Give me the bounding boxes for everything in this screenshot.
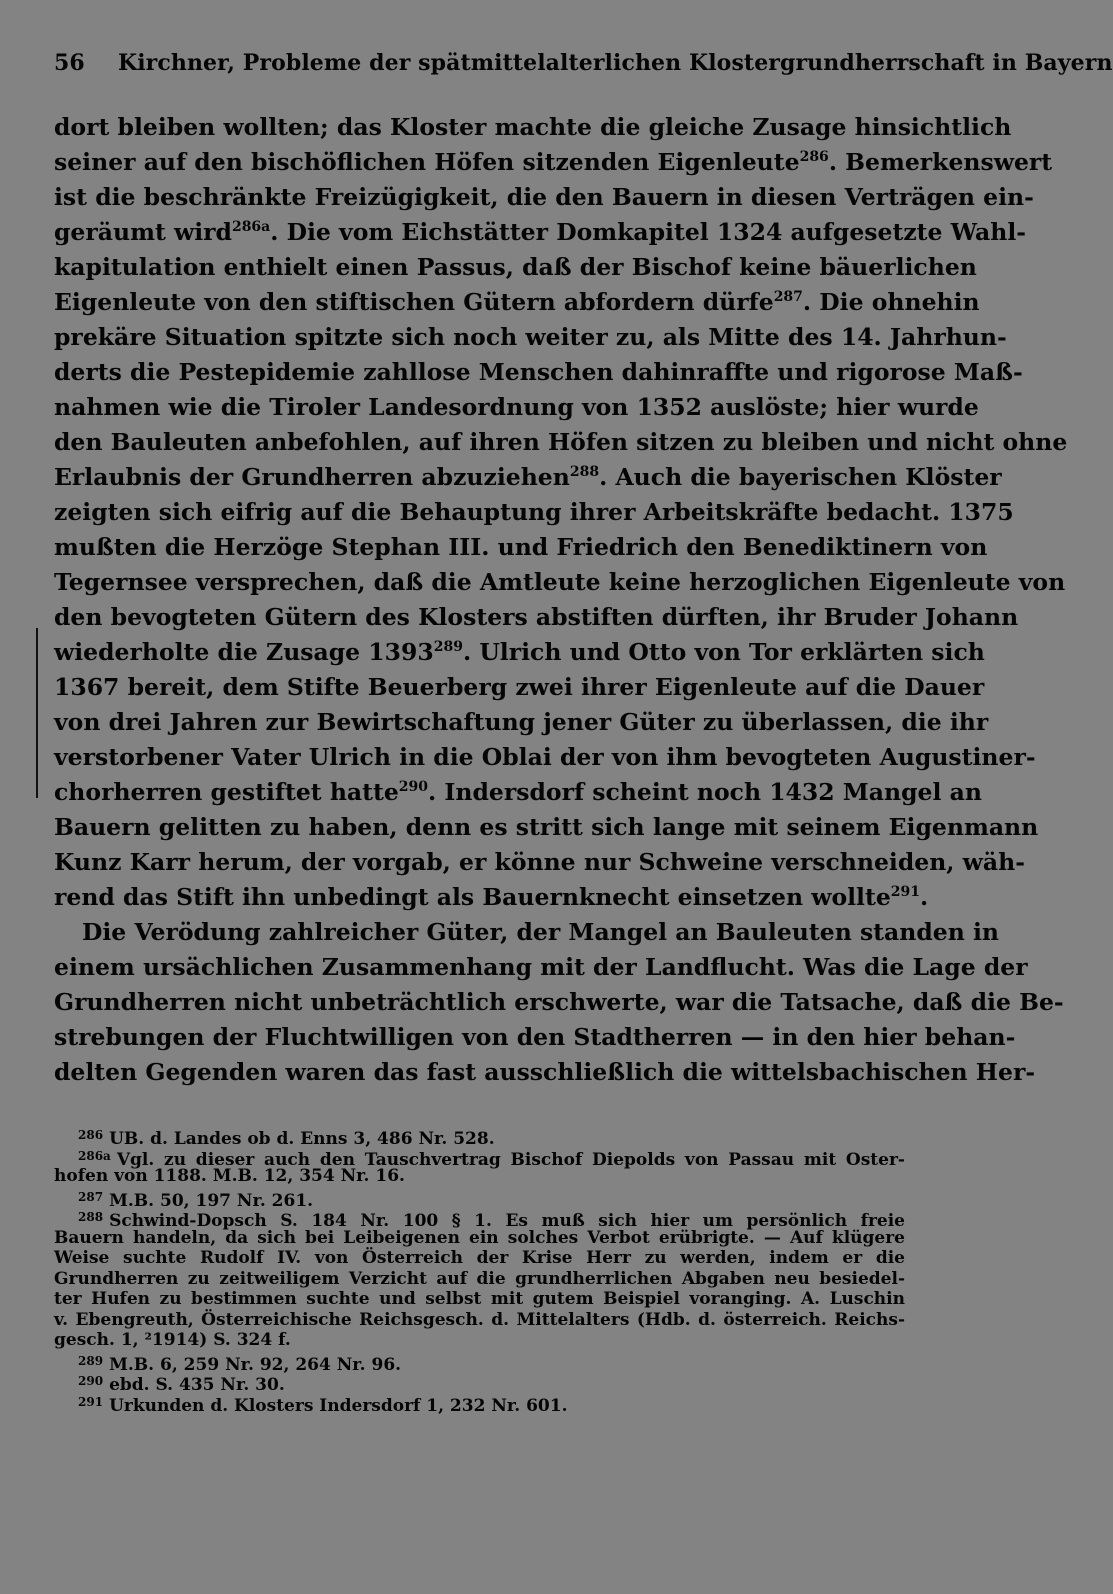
text-line [54, 495, 1014, 530]
text-line [54, 1020, 1016, 1055]
footnote-ref: 286 [799, 149, 829, 165]
text-line [54, 810, 1039, 845]
text-line [54, 705, 989, 740]
text-line-content: 1367 bereit, dem Stifte Beuerberg zwei ihrer Eigenleute auf die Dauer [54, 673, 985, 701]
footnote-text: M.B. 50, 197 Nr. 261. [109, 1190, 314, 1211]
text-line [54, 215, 1027, 250]
text-line-continuation: . Indersdorf scheint noch 1432 Mangel an [428, 778, 982, 806]
text-line-content: Die Verödung zahlreicher Güter, der Mangel an Bauleuten standen in [82, 918, 1000, 946]
text-line-content: derts die Pestepidemie zahllose Menschen dahinraffte und rigorose Maß- [54, 358, 1023, 386]
text-line-continuation: . Ulrich und Otto von Tor erklärten sich [462, 638, 985, 666]
text-line-continuation: . Die vom Eichstätter Domkapitel 1324 aufgesetzte Wahl- [270, 218, 1027, 246]
text-line [54, 845, 1025, 880]
text-line [54, 950, 1028, 985]
footnote-text: v. Ebengreuth, Österreichische Reichsgesch. d. Mittelalters (Hdb. d. österreich. Reichs- [54, 1309, 905, 1330]
running-header [54, 50, 1113, 76]
text-line-content: Kunz Karr herum, der vorgab, er könne nur Schweine verschneiden, wäh- [54, 848, 1025, 876]
footnote-text: gesch. 1, ²1914) S. 324 f. [54, 1330, 291, 1350]
text-line-content: von drei Jahren zur Bewirtschaftung jener Güter zu überlassen, die ihr [54, 708, 989, 736]
text-line [54, 355, 1023, 390]
footnote-number: 288 [78, 1210, 104, 1224]
footnote-line [54, 1125, 905, 1149]
text-line-content: ist die beschränkte Freizügigkeit, die den Bauern in diesen Verträgen ein- [54, 183, 1034, 211]
text-line [54, 145, 1053, 180]
footnote-line [54, 1187, 905, 1211]
text-line-content: Grundherren nicht unbeträchtlich erschwerte, war die Tatsache, daß die Be- [54, 988, 1064, 1016]
text-line-content: verstorbener Vater Ulrich in die Oblai der von ihm bevogteten Augustiner- [54, 743, 1036, 771]
footnote-text: ebd. S. 435 Nr. 30. [109, 1375, 285, 1395]
text-line [54, 180, 1034, 215]
footnote-text: Weise suchte Rudolf IV. von Österreich der Krise Herr zu werden, indem er die [54, 1248, 905, 1268]
footnote-line [54, 1310, 905, 1331]
text-line-content: delten Gegenden waren das fast ausschließlich die wittelsbachischen Her- [54, 1058, 1036, 1086]
footnote-line [54, 1248, 905, 1269]
running-title: Kirchner, Probleme der spätmittelalterlichen Klostergrundherrschaft in Bayern [118, 50, 1113, 76]
text-line-content: den Bauleuten anbefohlen, auf ihren Höfen sitzen zu bleiben und nicht ohne [54, 428, 1068, 456]
footnote-text: Vgl. zu dieser auch den Tauschvertrag Bischof Diepolds von Passau mit Oster- [116, 1149, 905, 1170]
text-line-continuation: . Bemerkenswert [828, 148, 1053, 176]
text-line-content: strebungen der Fluchtwilligen von den Stadtherren — in den hier behan- [54, 1023, 1016, 1051]
page-number: 56 [54, 50, 85, 76]
footnote-ref: 286a [231, 219, 271, 235]
text-line [54, 600, 1019, 635]
footnote-text: hofen von 1188. M.B. 12, 354 Nr. 16. [54, 1166, 405, 1186]
footnote-ref: 289 [433, 639, 463, 655]
text-line [54, 320, 1007, 355]
text-line [54, 110, 1012, 145]
text-line-content: Eigenleute von den stiftischen Gütern abfordern dürfe [54, 288, 774, 316]
text-line [54, 530, 988, 565]
text-line-content: chorherren gestiftet hatte [54, 778, 399, 806]
footnote-text: M.B. 6, 259 Nr. 92, 264 Nr. 96. [109, 1354, 402, 1375]
footnote-number: 287 [78, 1189, 104, 1204]
footnote-line [54, 1330, 905, 1351]
footnote-line [54, 1371, 905, 1395]
text-line [54, 460, 1002, 495]
footnote-text: Bauern handeln, da sich bei Leibeigenen ein solches Verbot erübrigte. — Auf klügere [54, 1227, 905, 1248]
text-line-content: prekäre Situation spitzte sich noch weiter zu, als Mitte des 14. Jahrhun- [54, 323, 1007, 351]
text-line-content: Erlaubnis der Grundherren abzuziehen [54, 463, 570, 491]
footnote-line [54, 1207, 905, 1231]
footnote-line [54, 1351, 905, 1375]
text-line-content: wiederholte die Zusage 1393 [54, 638, 434, 666]
footnote-line [54, 1289, 905, 1310]
text-line [54, 670, 985, 705]
text-line-content: Tegernsee versprechen, daß die Amtleute keine herzoglichen Eigenleute von [54, 568, 1066, 596]
text-line-content: geräumt wird [54, 218, 232, 246]
text-line-content: Bauern gelitten zu haben, denn es stritt sich lange mit seinem Eigenmann [54, 813, 1039, 841]
text-line-content: rend das Stift ihn unbedingt als Bauernknecht einsetzen wollte [54, 883, 891, 911]
text-line-content: mußten die Herzöge Stephan III. und Friedrich den Benediktinern von [54, 533, 988, 561]
text-line [54, 985, 1064, 1020]
footnote-text: Urkunden d. Klosters Indersdorf 1, 232 Nr. 601. [109, 1395, 568, 1416]
body-text [54, 110, 1068, 1090]
footnote-ref: 288 [569, 464, 600, 480]
text-line-continuation: . Die ohnehin [802, 288, 980, 316]
text-line [54, 285, 980, 320]
text-line [54, 635, 985, 670]
text-line-continuation: . [920, 883, 929, 911]
text-line-content: zeigten sich eifrig auf die Behauptung ihrer Arbeitskräfte bedacht. 1375 [54, 498, 1014, 526]
text-line-content: kapitulation enthielt einen Passus, daß der Bischof keine bäuerlichen [54, 253, 977, 281]
footnote-number: 286a [78, 1148, 111, 1163]
text-line-content: dort bleiben wollten; das Kloster machte die gleiche Zusage hinsichtlich [54, 113, 1012, 141]
text-line-continuation: . Auch die bayerischen Klöster [599, 463, 1002, 491]
text-line [54, 915, 1000, 950]
text-line-content: den bevogteten Gütern des Klosters abstiften dürften, ihr Bruder Johann [54, 603, 1019, 631]
text-line [54, 775, 982, 810]
footnote-line [54, 1228, 905, 1249]
text-line-content: einem ursächlichen Zusammenhang mit der Landflucht. Was die Lage der [54, 953, 1028, 981]
footnotes [54, 1125, 905, 1416]
text-line-content: nahmen wie die Tiroler Landesordnung von 1352 auslöste; hier wurde [54, 393, 979, 421]
footnote-number: 289 [78, 1353, 104, 1368]
footnote-text: UB. d. Landes ob d. Enns 3, 486 Nr. 528. [109, 1129, 495, 1149]
footnote-number: 290 [78, 1374, 104, 1388]
text-line [54, 740, 1036, 775]
text-line [54, 1055, 1036, 1090]
margin-marker [36, 628, 44, 798]
footnote-number: 286 [78, 1128, 104, 1142]
footnote-text: Schwind-Dopsch S. 184 Nr. 100 § 1. Es muß sich hier um persönlich freie [109, 1211, 905, 1231]
footnote-ref: 287 [773, 289, 803, 305]
footnote-line [54, 1392, 905, 1416]
footnote-ref: 291 [890, 884, 921, 900]
footnote-text: ter Hufen zu bestimmen suchte und selbst mit gutem Beispiel voranging. A. Luschin [54, 1289, 905, 1309]
footnote-line [54, 1269, 905, 1290]
text-line [54, 880, 929, 915]
text-line [54, 425, 1068, 460]
footnote-text: Grundherren zu zeitweiligem Verzicht auf die grundherrlichen Abgaben neu besiedel- [54, 1268, 905, 1289]
text-line [54, 250, 977, 285]
footnote-ref: 290 [398, 779, 429, 795]
footnote-line [54, 1146, 905, 1170]
footnote-number: 291 [78, 1394, 104, 1409]
text-line [54, 565, 1066, 600]
text-line [54, 390, 979, 425]
text-line-content: seiner auf den bischöflichen Höfen sitzenden Eigenleute [54, 148, 800, 176]
